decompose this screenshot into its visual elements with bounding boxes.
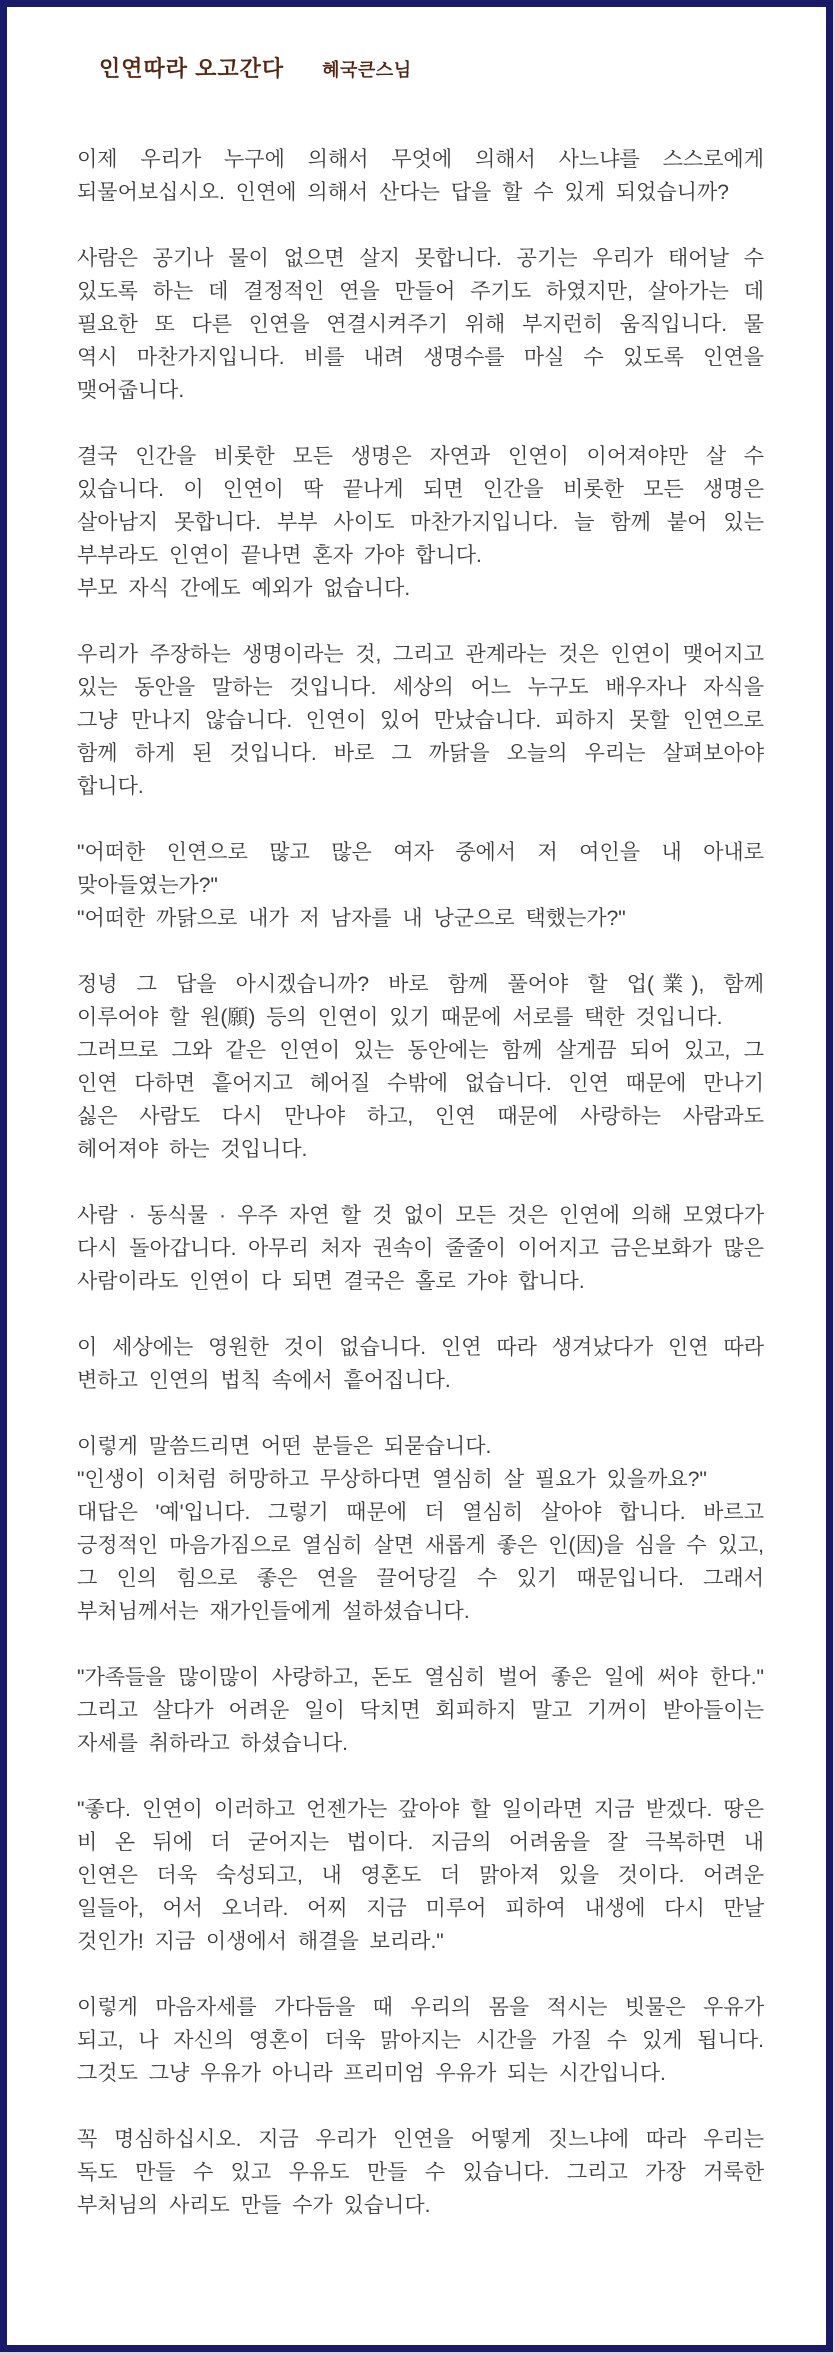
paragraph <box>77 1331 764 1397</box>
paragraph-line: 부모 자식 간에도 예외가 없습니다. <box>77 577 411 600</box>
paragraph-line: "가족들을 많이많이 사랑하고, 돈도 열심히 벌어 좋은 일에 써야 한다." 그리고 살다가 어려운 일이 닥치면 회피하지 말고 기꺼이 받아들이는 자세를 취하라고 하셨습니다. <box>77 1666 764 1755</box>
paragraph-line: "어떠한 까닭으로 내가 저 남자를 내 낭군으로 택했는가?" <box>77 907 626 930</box>
paragraph <box>77 440 764 605</box>
paragraph <box>77 638 764 803</box>
page-title: 인연따라 오고간다 <box>99 56 285 81</box>
paragraph <box>77 2123 764 2222</box>
paragraph-line: 그러므로 그와 같은 인연이 있는 동안에는 함께 살게끔 되어 있고, 그 인연 다하면 흩어지고 헤어질 수밖에 없습니다. 인연 때문에 만나기 싫은 사람도 다시 만나야 하고, 인연 때문에 사랑하는 사람과도 헤어져야 하는 것입니다. <box>77 1039 764 1161</box>
paragraph-line: 이제 우리가 누구에 의해서 무엇에 의해서 사느냐를 스스로에게 되물어보십시오. 인연에 의해서 산다는 답을 할 수 있게 되었습니까? <box>77 148 764 204</box>
paragraph-line: 정녕 그 답을 아시겠습니까? 바로 함께 풀어야 할 업(業), 함께 이루어야 할 원(願) 등의 인연이 있기 때문에 서로를 택한 것입니다. <box>77 973 764 1029</box>
paragraph-line: 이렇게 마음자세를 가다듬을 때 우리의 몸을 적시는 빗물은 우유가 되고, 나 자신의 영혼이 더욱 맑아지는 시간을 가질 수 있게 됩니다. 그것도 그냥 우유가 아니라 프리미엄 우유가 되는 시간입니다. <box>77 1996 764 2085</box>
paragraph <box>77 143 764 209</box>
title-row <box>7 7 826 83</box>
paragraph-line: 결국 인간을 비롯한 모든 생명은 자연과 인연이 이어져야만 살 수 있습니다. 이 인연이 딱 끝나게 되면 인간을 비롯한 모든 생명은 살아남지 못합니다. 부부 사이도 마찬가지입니다. 늘 함께 붙어 있는 부부라도 인연이 끝나면 혼자 가야 합니다. <box>77 445 764 567</box>
paragraph <box>77 1430 764 1628</box>
paragraph-line: "인생이 이처럼 허망하고 무상하다면 열심히 살 필요가 있을까요?" <box>77 1468 707 1491</box>
paragraph-line: "좋다. 인연이 이러하고 언젠가는 갚아야 할 일이라면 지금 받겠다. 땅은 비 온 뒤에 더 굳어지는 법이다. 지금의 어려움을 잘 극복하면 내 인연은 더욱 숙성되고, 내 영혼도 더 맑아져 있을 것이다. 어려운 일들아, 어서 오너라. 어찌 지금 미루어 피하여 내생에 다시 만날 것인가! 지금 이생에서 해결을 보리라." <box>77 1798 764 1953</box>
paragraph-line: 사람은 공기나 물이 없으면 살지 못합니다. 공기는 우리가 태어날 수 있도록 하는 데 결정적인 연을 만들어 주기도 하였지만, 살아가는 데 필요한 또 다른 인연을 연결시켜주기 위해 부지런히 움직입니다. 물 역시 마찬가지입니다. 비를 내려 생명수를 마실 수 있도록 인연을 맺어줍니다. <box>77 247 764 402</box>
paragraph-line: 우리가 주장하는 생명이라는 것, 그리고 관계라는 것은 인연이 맺어지고 있는 동안을 말하는 것입니다. 세상의 어느 누구도 배우자나 자식을 그냥 만나지 않습니다. 인연이 있어 만났습니다. 피하지 못할 인연으로 함께 하게 된 것입니다. 바로 그 까닭을 오늘의 우리는 살펴보아야 합니다. <box>77 643 764 798</box>
paragraph <box>77 1199 764 1298</box>
paragraph <box>77 1991 764 2090</box>
paragraph <box>77 242 764 407</box>
paragraph <box>77 836 764 935</box>
paragraph-line: 대답은 '예'입니다. 그렇기 때문에 더 열심히 살아야 합니다. 바르고 긍정적인 마음가짐으로 열심히 살면 새롭게 좋은 인(因)을 심을 수 있고, 그 인의 힘으로 좋은 연을 끌어당길 수 있기 때문입니다. 그래서 부처님께서는 재가인들에게 설하셨습니다. <box>77 1501 764 1623</box>
paragraph <box>77 1793 764 1958</box>
paragraph-line: "어떠한 인연으로 많고 많은 여자 중에서 저 여인을 내 아내로 맞아들였는가?" <box>77 841 764 897</box>
paragraph-line: 이렇게 말씀드리면 어떤 분들은 되묻습니다. <box>77 1435 492 1458</box>
paragraph-line: 이 세상에는 영원한 것이 없습니다. 인연 따라 생겨났다가 인연 따라 변하고 인연의 법칙 속에서 흩어집니다. <box>77 1336 764 1392</box>
paragraph <box>77 1661 764 1760</box>
paragraph <box>77 968 764 1166</box>
paragraph-line: 사람 · 동식물 · 우주 자연 할 것 없이 모든 것은 인연에 의해 모였다가 다시 돌아갑니다. 아무리 처자 권속이 줄줄이 이어지고 금은보화가 많은 사람이라도 인연이 다 되면 결국은 홀로 가야 합니다. <box>77 1204 764 1293</box>
paragraphs <box>7 143 826 2222</box>
author-name: 혜국큰스님 <box>322 60 412 80</box>
paragraph-line: 꼭 명심하십시오. 지금 우리가 인연을 어떻게 짓느냐에 따라 우리는 독도 만들 수 있고 우유도 만들 수 있습니다. 그리고 가장 거룩한 부처님의 사리도 만들 수가 있습니다. <box>77 2128 764 2217</box>
